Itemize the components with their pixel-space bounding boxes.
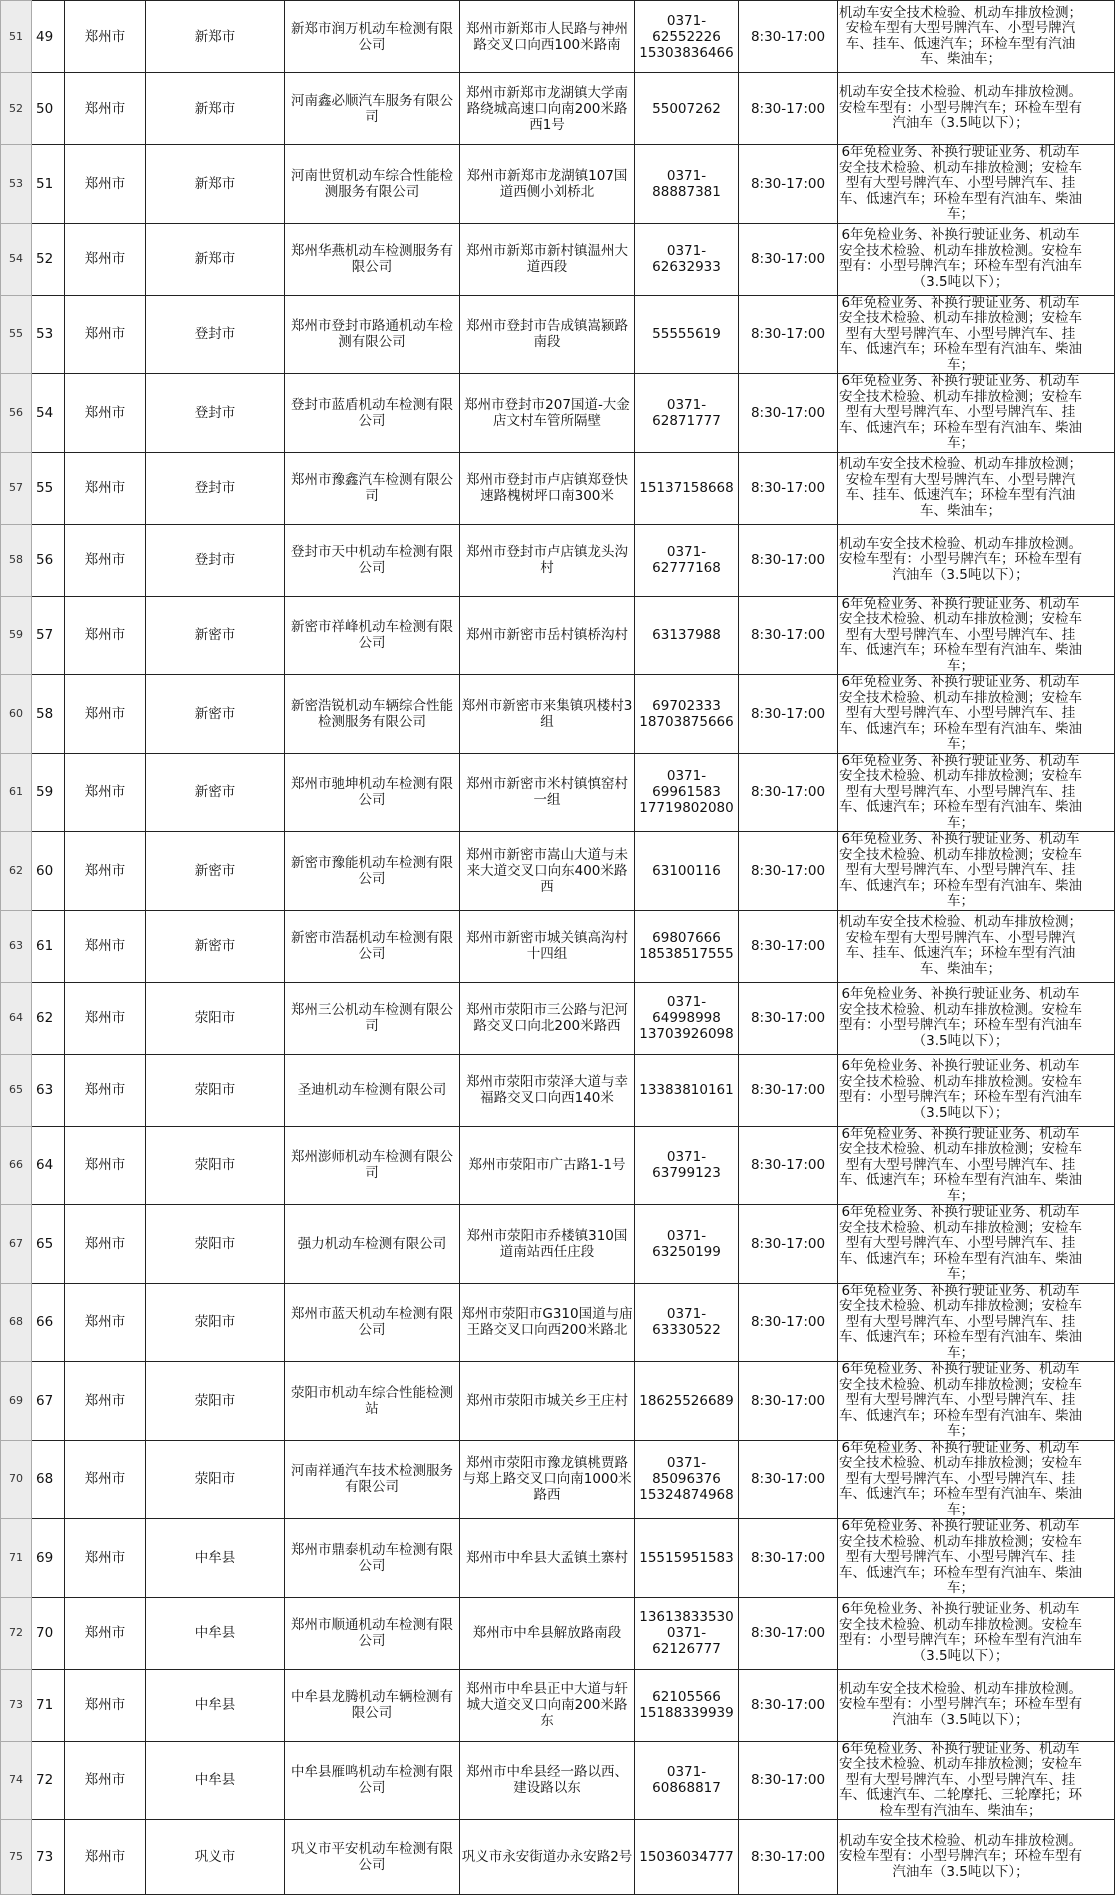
phone-cell[interactable]: 0371-63330522 bbox=[635, 1283, 739, 1362]
station-name-cell[interactable]: 郑州市蓝天机动车检测有限公司 bbox=[285, 1283, 460, 1362]
address-cell[interactable]: 郑州市登封市告成镇嵩颍路南段 bbox=[460, 295, 635, 374]
hours-cell[interactable]: 8:30-17:00 bbox=[739, 1205, 838, 1284]
station-name-cell[interactable]: 中牟县雁鸣机动车检测有限公司 bbox=[285, 1741, 460, 1820]
hours-cell[interactable]: 8:30-17:00 bbox=[739, 1, 838, 73]
phone-cell[interactable]: 55007262 bbox=[635, 73, 739, 145]
service-scope-text: 6年免检业务、补换行驶证业务、机动车安全技术检验、机动车排放检测；安检车型有大型号牌汽车、小型号牌汽车、挂车、低速汽车；环检车型有汽油车、柴油车； bbox=[839, 1282, 1082, 1361]
service-scope-text: 机动车安全技术检验、机动车排放检测；安检车型有大型号牌汽车、小型号牌汽车、挂车、低速汽车；环检车型有汽油车、柴油车； bbox=[839, 456, 1082, 519]
row-number[interactable]: 57 bbox=[1, 452, 32, 524]
row-number[interactable]: 74 bbox=[1, 1741, 32, 1820]
service-scope-text: 6年免检业务、补换行驶证业务、机动车安全技术检验、机动车排放检测；安检车型有大型号牌汽车、小型号牌汽车、挂车、低速汽车；环检车型有汽油车、柴油车； bbox=[839, 1361, 1082, 1439]
station-name-cell[interactable]: 郑州华燕机动车检测服务有限公司 bbox=[285, 223, 460, 295]
station-name-cell[interactable]: 登封市天中机动车检测有限公司 bbox=[285, 524, 460, 596]
address-cell[interactable]: 郑州市中牟县大孟镇土寨村 bbox=[460, 1519, 635, 1598]
service-scope-text: 6年免检业务、补换行驶证业务、机动车安全技术检验、机动车排放检测；安检车型有大型号牌汽车、小型号牌汽车、挂车、低速汽车；环检车型有汽油车、柴油车； bbox=[839, 294, 1082, 373]
service-scope-text: 机动车安全技术检验、机动车排放检测；安检车型有大型号牌汽车、小型号牌汽车、挂车、低速汽车；环检车型有汽油车、柴油车； bbox=[839, 4, 1082, 67]
row-number[interactable]: 75 bbox=[1, 1820, 32, 1895]
sequence-number[interactable]: 49 bbox=[32, 1, 65, 73]
service-scope-text: 6年免检业务、补换行驶证业务、机动车安全技术检验、机动车排放检测；安检车型有大型号牌汽车、小型号牌汽车、挂车、低速汽车；环检车型有汽油车、柴油车； bbox=[839, 373, 1082, 451]
station-name-cell[interactable]: 河南世贸机动车综合性能检测服务有限公司 bbox=[285, 145, 460, 224]
table-row bbox=[1, 1126, 1115, 1205]
address-cell[interactable]: 郑州市新郑市龙湖镇大学南路绕城高速口向南200米路西1号 bbox=[460, 73, 635, 145]
city-cell[interactable]: 郑州市 bbox=[65, 910, 146, 982]
service-scope-text: 6年免检业务、补换行驶证业务、机动车安全技术检验、机动车排放检测；安检车型有大型号牌汽车、小型号牌汽车、挂车、低速汽车；环检车型有汽油车、柴油车； bbox=[839, 1518, 1082, 1596]
city-cell[interactable]: 郑州市 bbox=[65, 832, 146, 911]
table-row bbox=[1, 982, 1115, 1054]
row-number[interactable]: 59 bbox=[1, 596, 32, 675]
service-scope-text: 6年免检业务、补换行驶证业务、机动车安全技术检验、机动车排放检测。安检车型有：小型号牌汽车；环检车型有汽油车（3.5吨以下）； bbox=[839, 227, 1082, 290]
city-cell[interactable]: 郑州市 bbox=[65, 374, 146, 453]
station-name-cell[interactable]: 新密市浩磊机动车检测有限公司 bbox=[285, 910, 460, 982]
service-scope-text: 6年免检业务、补换行驶证业务、机动车安全技术检验、机动车排放检测；安检车型有大型号牌汽车、小型号牌汽车、挂车、低速汽车；环检车型有汽油车、柴油车； bbox=[839, 752, 1082, 831]
station-name-cell[interactable]: 圣迪机动车检测有限公司 bbox=[285, 1054, 460, 1126]
city-cell[interactable]: 郑州市 bbox=[65, 753, 146, 832]
sequence-number[interactable]: 64 bbox=[32, 1126, 65, 1205]
station-name-cell[interactable]: 强力机动车检测有限公司 bbox=[285, 1205, 460, 1284]
table-row bbox=[1, 596, 1115, 675]
county-cell[interactable]: 新郑市 bbox=[146, 145, 285, 224]
service-scope-cell[interactable] bbox=[838, 1054, 1115, 1126]
station-name-cell[interactable]: 巩义市平安机动车检测有限公司 bbox=[285, 1820, 460, 1895]
station-name-cell[interactable]: 郑州市豫鑫汽车检测有限公司 bbox=[285, 452, 460, 524]
city-cell[interactable]: 郑州市 bbox=[65, 73, 146, 145]
city-cell[interactable]: 郑州市 bbox=[65, 1, 146, 73]
address-cell[interactable]: 郑州市荥阳市乔楼镇310国道南站西任庄段 bbox=[460, 1205, 635, 1284]
row-number[interactable]: 56 bbox=[1, 374, 32, 453]
hours-cell[interactable]: 8:30-17:00 bbox=[739, 1820, 838, 1895]
phone-cell[interactable]: 0371-69961583 17719802080 bbox=[635, 753, 739, 832]
phone-cell[interactable]: 0371-62777168 bbox=[635, 524, 739, 596]
county-cell[interactable]: 新密市 bbox=[146, 753, 285, 832]
sequence-number[interactable]: 55 bbox=[32, 452, 65, 524]
phone-cell[interactable]: 63137988 bbox=[635, 596, 739, 675]
phone-cell[interactable]: 13383810161 bbox=[635, 1054, 739, 1126]
address-cell[interactable]: 郑州市新郑市人民路与神州路交叉口向西100米路南 bbox=[460, 1, 635, 73]
service-scope-cell[interactable] bbox=[838, 1126, 1115, 1205]
county-cell[interactable]: 荥阳市 bbox=[146, 1440, 285, 1519]
service-scope-cell[interactable] bbox=[838, 1597, 1115, 1669]
hours-cell[interactable]: 8:30-17:00 bbox=[739, 832, 838, 911]
sequence-number[interactable]: 71 bbox=[32, 1669, 65, 1741]
sequence-number[interactable]: 53 bbox=[32, 295, 65, 374]
county-cell[interactable]: 荥阳市 bbox=[146, 1362, 285, 1441]
table-row bbox=[1, 452, 1115, 524]
phone-cell[interactable]: 15036034777 bbox=[635, 1820, 739, 1895]
phone-cell[interactable]: 15137158668 bbox=[635, 452, 739, 524]
phone-cell[interactable]: 0371-64998998 13703926098 bbox=[635, 982, 739, 1054]
city-cell[interactable]: 郑州市 bbox=[65, 1597, 146, 1669]
county-cell[interactable]: 中牟县 bbox=[146, 1741, 285, 1820]
county-cell[interactable]: 荥阳市 bbox=[146, 982, 285, 1054]
address-cell[interactable]: 郑州市荥阳市三公路与汜河路交叉口向北200米路西 bbox=[460, 982, 635, 1054]
table-row bbox=[1, 374, 1115, 453]
sequence-number[interactable]: 52 bbox=[32, 223, 65, 295]
city-cell[interactable]: 郑州市 bbox=[65, 1820, 146, 1895]
service-scope-text: 6年免检业务、补换行驶证业务、机动车安全技术检验、机动车排放检测。安检车型有：小型号牌汽车；环检车型有汽油车（3.5吨以下）； bbox=[839, 986, 1082, 1049]
station-name-cell[interactable]: 新郑市润万机动车检测有限公司 bbox=[285, 1, 460, 73]
sequence-number[interactable]: 73 bbox=[32, 1820, 65, 1895]
hours-cell[interactable]: 8:30-17:00 bbox=[739, 753, 838, 832]
table-row bbox=[1, 73, 1115, 145]
service-scope-cell[interactable] bbox=[838, 753, 1115, 832]
city-cell[interactable]: 郑州市 bbox=[65, 524, 146, 596]
address-cell[interactable]: 郑州市登封市卢店镇郑登快速路槐树坪口南300米 bbox=[460, 452, 635, 524]
sequence-number[interactable]: 63 bbox=[32, 1054, 65, 1126]
table-row bbox=[1, 910, 1115, 982]
sequence-number[interactable]: 51 bbox=[32, 145, 65, 224]
city-cell[interactable]: 郑州市 bbox=[65, 1362, 146, 1441]
table-row bbox=[1, 1205, 1115, 1284]
hours-cell[interactable]: 8:30-17:00 bbox=[739, 675, 838, 754]
county-cell[interactable]: 登封市 bbox=[146, 524, 285, 596]
station-name-cell[interactable]: 中牟县龙腾机动车辆检测有限公司 bbox=[285, 1669, 460, 1741]
address-cell[interactable]: 郑州市登封市卢店镇龙头沟村 bbox=[460, 524, 635, 596]
phone-cell[interactable]: 0371-88887381 bbox=[635, 145, 739, 224]
address-cell[interactable]: 郑州市荥阳市城关乡王庄村 bbox=[460, 1362, 635, 1441]
table-row bbox=[1, 524, 1115, 596]
service-scope-text: 机动车安全技术检验、机动车排放检测。安检车型有：小型号牌汽车；环检车型有汽油车（3.5吨以下）； bbox=[839, 1832, 1082, 1880]
service-scope-cell[interactable] bbox=[838, 1362, 1115, 1441]
service-scope-cell[interactable] bbox=[838, 1283, 1115, 1362]
table-row bbox=[1, 1741, 1115, 1820]
city-cell[interactable]: 郑州市 bbox=[65, 1519, 146, 1598]
county-cell[interactable]: 新郑市 bbox=[146, 1, 285, 73]
phone-cell[interactable]: 0371-62871777 bbox=[635, 374, 739, 453]
address-cell[interactable]: 郑州市中牟县解放路南段 bbox=[460, 1597, 635, 1669]
row-number[interactable]: 67 bbox=[1, 1205, 32, 1284]
county-cell[interactable]: 登封市 bbox=[146, 452, 285, 524]
row-number[interactable]: 73 bbox=[1, 1669, 32, 1741]
sequence-number[interactable]: 60 bbox=[32, 832, 65, 911]
service-scope-cell[interactable] bbox=[838, 73, 1115, 145]
service-scope-cell[interactable] bbox=[838, 374, 1115, 453]
address-cell[interactable]: 郑州市新密市岳村镇桥沟村 bbox=[460, 596, 635, 675]
row-number[interactable]: 66 bbox=[1, 1126, 32, 1205]
service-scope-cell[interactable] bbox=[838, 223, 1115, 295]
county-cell[interactable]: 新密市 bbox=[146, 910, 285, 982]
hours-cell[interactable]: 8:30-17:00 bbox=[739, 374, 838, 453]
table-row bbox=[1, 1519, 1115, 1598]
phone-cell[interactable]: 0371-63250199 bbox=[635, 1205, 739, 1284]
table-row bbox=[1, 832, 1115, 911]
service-scope-cell[interactable] bbox=[838, 1519, 1115, 1598]
phone-cell[interactable]: 55555619 bbox=[635, 295, 739, 374]
phone-cell[interactable]: 13613833530 0371-62126777 bbox=[635, 1597, 739, 1669]
row-number[interactable]: 53 bbox=[1, 145, 32, 224]
service-scope-text: 机动车安全技术检验、机动车排放检测。安检车型有：小型号牌汽车；环检车型有汽油车（3.5吨以下）； bbox=[839, 535, 1082, 583]
hours-cell[interactable]: 8:30-17:00 bbox=[739, 1519, 838, 1598]
city-cell[interactable]: 郑州市 bbox=[65, 596, 146, 675]
table-row bbox=[1, 1283, 1115, 1362]
station-name-cell[interactable]: 登封市蓝盾机动车检测有限公司 bbox=[285, 374, 460, 453]
service-scope-cell[interactable] bbox=[838, 675, 1115, 754]
hours-cell[interactable]: 8:30-17:00 bbox=[739, 524, 838, 596]
table-row bbox=[1, 1820, 1115, 1895]
service-scope-text: 6年免检业务、补换行驶证业务、机动车安全技术检验、机动车排放检测；安检车型有大型号牌汽车、小型号牌汽车、挂车、低速汽车；环检车型有汽油车、柴油车； bbox=[839, 144, 1082, 222]
service-scope-text: 6年免检业务、补换行驶证业务、机动车安全技术检验、机动车排放检测；安检车型有大型号牌汽车、小型号牌汽车、挂车、低速汽车；环检车型有汽油车、柴油车； bbox=[839, 831, 1082, 909]
phone-cell[interactable]: 0371-60868817 bbox=[635, 1741, 739, 1820]
sequence-number[interactable]: 65 bbox=[32, 1205, 65, 1284]
phone-cell[interactable]: 0371-62632933 bbox=[635, 223, 739, 295]
service-scope-text: 6年免检业务、补换行驶证业务、机动车安全技术检验、机动车排放检测。安检车型有：小型号牌汽车；环检车型有汽油车（3.5吨以下）； bbox=[839, 1058, 1082, 1121]
hours-cell[interactable]: 8:30-17:00 bbox=[739, 1440, 838, 1519]
table-row bbox=[1, 675, 1115, 754]
address-cell[interactable]: 郑州市新密市米村镇慎窑村一组 bbox=[460, 753, 635, 832]
county-cell[interactable]: 荥阳市 bbox=[146, 1283, 285, 1362]
sequence-number[interactable]: 57 bbox=[32, 596, 65, 675]
service-scope-cell[interactable] bbox=[838, 524, 1115, 596]
service-scope-text: 6年免检业务、补换行驶证业务、机动车安全技术检验、机动车排放检测。安检车型有：小型号牌汽车；环检车型有汽油车（3.5吨以下）； bbox=[839, 1601, 1082, 1664]
table-row bbox=[1, 295, 1115, 374]
hours-cell[interactable]: 8:30-17:00 bbox=[739, 1362, 838, 1441]
row-number[interactable]: 62 bbox=[1, 832, 32, 911]
address-cell[interactable]: 郑州市荥阳市荥泽大道与幸福路交叉口向西140米 bbox=[460, 1054, 635, 1126]
station-name-cell[interactable]: 郑州澎师机动车检测有限公司 bbox=[285, 1126, 460, 1205]
city-cell[interactable]: 郑州市 bbox=[65, 1054, 146, 1126]
service-scope-cell[interactable] bbox=[838, 1741, 1115, 1820]
phone-cell[interactable]: 0371-85096376 15324874968 bbox=[635, 1440, 739, 1519]
hours-cell[interactable]: 8:30-17:00 bbox=[739, 1669, 838, 1741]
hours-cell[interactable]: 8:30-17:00 bbox=[739, 452, 838, 524]
county-cell[interactable]: 新密市 bbox=[146, 832, 285, 911]
row-number[interactable]: 68 bbox=[1, 1283, 32, 1362]
city-cell[interactable]: 郑州市 bbox=[65, 1205, 146, 1284]
county-cell[interactable]: 登封市 bbox=[146, 295, 285, 374]
phone-cell[interactable]: 15515951583 bbox=[635, 1519, 739, 1598]
city-cell[interactable]: 郑州市 bbox=[65, 452, 146, 524]
row-number[interactable]: 63 bbox=[1, 910, 32, 982]
service-scope-cell[interactable] bbox=[838, 1, 1115, 73]
county-cell[interactable]: 新郑市 bbox=[146, 73, 285, 145]
station-name-cell[interactable]: 河南鑫必顺汽车服务有限公司 bbox=[285, 73, 460, 145]
row-number[interactable]: 69 bbox=[1, 1362, 32, 1441]
service-scope-text: 6年免检业务、补换行驶证业务、机动车安全技术检验、机动车排放检测；安检车型有大型号牌汽车、小型号牌汽车、挂车、低速汽车；环检车型有汽油车、柴油车； bbox=[839, 595, 1082, 674]
row-number[interactable]: 71 bbox=[1, 1519, 32, 1598]
city-cell[interactable]: 郑州市 bbox=[65, 1440, 146, 1519]
service-scope-cell[interactable] bbox=[838, 832, 1115, 911]
row-number[interactable]: 52 bbox=[1, 73, 32, 145]
service-scope-text: 6年免检业务、补换行驶证业务、机动车安全技术检验、机动车排放检测；安检车型有大型号牌汽车、小型号牌汽车、挂车、低速汽车；环检车型有汽油车、柴油车； bbox=[839, 1125, 1082, 1204]
service-scope-cell[interactable] bbox=[838, 1440, 1115, 1519]
county-cell[interactable]: 荥阳市 bbox=[146, 1205, 285, 1284]
address-cell[interactable]: 郑州市新密市嵩山大道与未来大道交叉口向东400米路西 bbox=[460, 832, 635, 911]
table-row bbox=[1, 1440, 1115, 1519]
service-scope-text: 机动车安全技术检验、机动车排放检测。安检车型有：小型号牌汽车；环检车型有汽油车（3.5吨以下）； bbox=[839, 84, 1082, 132]
service-scope-cell[interactable] bbox=[838, 910, 1115, 982]
city-cell[interactable]: 郑州市 bbox=[65, 1283, 146, 1362]
service-scope-cell[interactable] bbox=[838, 1820, 1115, 1895]
table-row bbox=[1, 1054, 1115, 1126]
station-name-cell[interactable]: 新密市祥峰机动车检测有限公司 bbox=[285, 596, 460, 675]
city-cell[interactable]: 郑州市 bbox=[65, 1669, 146, 1741]
hours-cell[interactable]: 8:30-17:00 bbox=[739, 1054, 838, 1126]
service-scope-text: 6年免检业务、补换行驶证业务、机动车安全技术检验、机动车排放检测；安检车型有大型号牌汽车、小型号牌汽车、挂车、低速汽车；环检车型有汽油车、柴油车； bbox=[839, 1439, 1082, 1518]
sequence-number[interactable]: 56 bbox=[32, 524, 65, 596]
address-cell[interactable]: 郑州市中牟县正中大道与轩城大道交叉口向南200米路东 bbox=[460, 1669, 635, 1741]
sequence-number[interactable]: 50 bbox=[32, 73, 65, 145]
service-scope-text: 6年免检业务、补换行驶证业务、机动车安全技术检验、机动车排放检测；安检车型有大型号牌汽车、小型号牌汽车、挂车、低速汽车、二轮摩托、三轮摩托；环检车型有汽油车、柴油车； bbox=[839, 1740, 1082, 1819]
service-scope-cell[interactable] bbox=[838, 295, 1115, 374]
city-cell[interactable]: 郑州市 bbox=[65, 295, 146, 374]
table-row bbox=[1, 1362, 1115, 1441]
service-scope-cell[interactable] bbox=[838, 596, 1115, 675]
station-name-cell[interactable]: 郑州三公机动车检测有限公司 bbox=[285, 982, 460, 1054]
station-name-cell[interactable]: 新密浩锐机动车辆综合性能检测服务有限公司 bbox=[285, 675, 460, 754]
phone-cell[interactable]: 69702333 18703875666 bbox=[635, 675, 739, 754]
county-cell[interactable]: 中牟县 bbox=[146, 1519, 285, 1598]
address-cell[interactable]: 郑州市新郑市龙湖镇107国道西侧小刘桥北 bbox=[460, 145, 635, 224]
sequence-number[interactable]: 58 bbox=[32, 675, 65, 754]
hours-cell[interactable]: 8:30-17:00 bbox=[739, 295, 838, 374]
station-name-cell[interactable]: 郑州市登封市路通机动车检测有限公司 bbox=[285, 295, 460, 374]
row-number[interactable]: 70 bbox=[1, 1440, 32, 1519]
table-row bbox=[1, 1, 1115, 73]
city-cell[interactable]: 郑州市 bbox=[65, 145, 146, 224]
sequence-number[interactable]: 62 bbox=[32, 982, 65, 1054]
station-name-cell[interactable]: 河南祥通汽车技术检测服务有限公司 bbox=[285, 1440, 460, 1519]
phone-cell[interactable]: 0371-63799123 bbox=[635, 1126, 739, 1205]
phone-cell[interactable]: 18625526689 bbox=[635, 1362, 739, 1441]
service-scope-cell[interactable] bbox=[838, 452, 1115, 524]
sequence-number[interactable]: 68 bbox=[32, 1440, 65, 1519]
row-number[interactable]: 65 bbox=[1, 1054, 32, 1126]
sequence-number[interactable]: 61 bbox=[32, 910, 65, 982]
row-number[interactable]: 54 bbox=[1, 223, 32, 295]
address-cell[interactable]: 郑州市新密市城关镇高沟村十四组 bbox=[460, 910, 635, 982]
city-cell[interactable]: 郑州市 bbox=[65, 1126, 146, 1205]
county-cell[interactable]: 中牟县 bbox=[146, 1597, 285, 1669]
service-scope-cell[interactable] bbox=[838, 1205, 1115, 1284]
county-cell[interactable]: 荥阳市 bbox=[146, 1054, 285, 1126]
station-name-cell[interactable]: 新密市豫能机动车检测有限公司 bbox=[285, 832, 460, 911]
service-scope-cell[interactable] bbox=[838, 982, 1115, 1054]
hours-cell[interactable]: 8:30-17:00 bbox=[739, 910, 838, 982]
hours-cell[interactable]: 8:30-17:00 bbox=[739, 596, 838, 675]
sequence-number[interactable]: 69 bbox=[32, 1519, 65, 1598]
hours-cell[interactable]: 8:30-17:00 bbox=[739, 1126, 838, 1205]
sequence-number[interactable]: 72 bbox=[32, 1741, 65, 1820]
address-cell[interactable]: 郑州市新密市来集镇巩楼村3组 bbox=[460, 675, 635, 754]
station-name-cell[interactable]: 郑州市鼎泰机动车检测有限公司 bbox=[285, 1519, 460, 1598]
city-cell[interactable]: 郑州市 bbox=[65, 675, 146, 754]
row-number[interactable]: 51 bbox=[1, 1, 32, 73]
service-scope-cell[interactable] bbox=[838, 1669, 1115, 1741]
hours-cell[interactable]: 8:30-17:00 bbox=[739, 1283, 838, 1362]
county-cell[interactable]: 荥阳市 bbox=[146, 1126, 285, 1205]
service-scope-text: 机动车安全技术检验、机动车排放检测。安检车型有：小型号牌汽车；环检车型有汽油车（3.5吨以下）； bbox=[839, 1680, 1082, 1728]
row-number[interactable]: 61 bbox=[1, 753, 32, 832]
station-name-cell[interactable]: 荥阳市机动车综合性能检测站 bbox=[285, 1362, 460, 1441]
county-cell[interactable]: 中牟县 bbox=[146, 1669, 285, 1741]
address-cell[interactable]: 郑州市中牟县经一路以西、建设路以东 bbox=[460, 1741, 635, 1820]
service-scope-text: 6年免检业务、补换行驶证业务、机动车安全技术检验、机动车排放检测；安检车型有大型号牌汽车、小型号牌汽车、挂车、低速汽车；环检车型有汽油车、柴油车； bbox=[839, 1204, 1082, 1282]
service-scope-text: 机动车安全技术检验、机动车排放检测；安检车型有大型号牌汽车、小型号牌汽车、挂车、低速汽车；环检车型有汽油车、柴油车； bbox=[839, 914, 1082, 977]
hours-cell[interactable]: 8:30-17:00 bbox=[739, 145, 838, 224]
table-row bbox=[1, 1597, 1115, 1669]
city-cell[interactable]: 郑州市 bbox=[65, 1741, 146, 1820]
county-cell[interactable]: 新密市 bbox=[146, 675, 285, 754]
county-cell[interactable]: 登封市 bbox=[146, 374, 285, 453]
row-number[interactable]: 60 bbox=[1, 675, 32, 754]
address-cell[interactable]: 郑州市荥阳市G310国道与庙王路交叉口向西200米路北 bbox=[460, 1283, 635, 1362]
phone-cell[interactable]: 69807666 18538517555 bbox=[635, 910, 739, 982]
hours-cell[interactable]: 8:30-17:00 bbox=[739, 223, 838, 295]
sequence-number[interactable]: 67 bbox=[32, 1362, 65, 1441]
row-number[interactable]: 72 bbox=[1, 1597, 32, 1669]
row-number[interactable]: 55 bbox=[1, 295, 32, 374]
sequence-number[interactable]: 54 bbox=[32, 374, 65, 453]
phone-cell[interactable]: 63100116 bbox=[635, 832, 739, 911]
table-row bbox=[1, 223, 1115, 295]
address-cell[interactable]: 郑州市荥阳市豫龙镇桃贾路与郑上路交叉口向南1000米路西 bbox=[460, 1440, 635, 1519]
station-name-cell[interactable]: 郑州市顺通机动车检测有限公司 bbox=[285, 1597, 460, 1669]
hours-cell[interactable]: 8:30-17:00 bbox=[739, 1741, 838, 1820]
phone-cell[interactable]: 62105566 15188339939 bbox=[635, 1669, 739, 1741]
hours-cell[interactable]: 8:30-17:00 bbox=[739, 1597, 838, 1669]
sequence-number[interactable]: 59 bbox=[32, 753, 65, 832]
phone-cell[interactable]: 0371-62552226 15303836466 bbox=[635, 1, 739, 73]
address-cell[interactable]: 郑州市荥阳市广古路1-1号 bbox=[460, 1126, 635, 1205]
city-cell[interactable]: 郑州市 bbox=[65, 982, 146, 1054]
service-scope-text: 6年免检业务、补换行驶证业务、机动车安全技术检验、机动车排放检测；安检车型有大型号牌汽车、小型号牌汽车、挂车、低速汽车；环检车型有汽油车、柴油车； bbox=[839, 674, 1082, 752]
address-cell[interactable]: 郑州市新郑市新村镇温州大道西段 bbox=[460, 223, 635, 295]
hours-cell[interactable]: 8:30-17:00 bbox=[739, 982, 838, 1054]
county-cell[interactable]: 新密市 bbox=[146, 596, 285, 675]
table-row bbox=[1, 753, 1115, 832]
row-number[interactable]: 58 bbox=[1, 524, 32, 596]
county-cell[interactable]: 巩义市 bbox=[146, 1820, 285, 1895]
sequence-number[interactable]: 66 bbox=[32, 1283, 65, 1362]
station-name-cell[interactable]: 郑州市驰坤机动车检测有限公司 bbox=[285, 753, 460, 832]
address-cell[interactable]: 巩义市永安街道办永安路2号 bbox=[460, 1820, 635, 1895]
row-number[interactable]: 64 bbox=[1, 982, 32, 1054]
city-cell[interactable]: 郑州市 bbox=[65, 223, 146, 295]
hours-cell[interactable]: 8:30-17:00 bbox=[739, 73, 838, 145]
table-row bbox=[1, 145, 1115, 224]
county-cell[interactable]: 新郑市 bbox=[146, 223, 285, 295]
service-scope-cell[interactable] bbox=[838, 145, 1115, 224]
address-cell[interactable]: 郑州市登封市207国道-大金店文村车管所隔壁 bbox=[460, 374, 635, 453]
table-row bbox=[1, 1669, 1115, 1741]
sequence-number[interactable]: 70 bbox=[32, 1597, 65, 1669]
